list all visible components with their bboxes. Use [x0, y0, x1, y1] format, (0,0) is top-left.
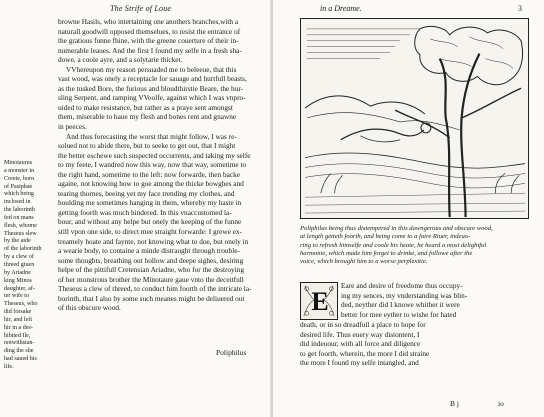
signature-count: io — [498, 399, 504, 408]
text-line: the more I found my selfe intangled, and — [300, 358, 419, 368]
woodcut-caption — [300, 225, 532, 266]
text-line: Theseus a clew of threed, to conduct him foorth of the intricate la- — [58, 284, 252, 294]
caption-line: at length getteth foorth, and being come to a faire Riuer, indeuo- — [300, 233, 471, 241]
text-line: of her monstrous brother the Minotaure gaue vnto the deceitfull — [58, 274, 244, 284]
marginal-line: Minotaurus — [4, 160, 33, 166]
marginal-line: by the aide — [4, 238, 31, 245]
caption-line: harmonie, which made him forget to drinke, and followe after the — [300, 249, 473, 257]
text-line: helpe of the pittifull Cretensian Ariadne, who for the destroying — [58, 265, 245, 275]
marginal-line: of the laborinth — [4, 246, 42, 253]
marginal-line: king Minos — [4, 277, 32, 284]
marginal-line: by a clew of — [4, 254, 34, 261]
right-body-text — [300, 320, 532, 368]
text-line: dowe, a coole ayre, and a solytarie thicket. — [58, 55, 183, 65]
text-line: ded, neyther did I knowe whither it were — [341, 300, 460, 310]
running-head-left: The Strife of Loue — [110, 4, 172, 13]
woodcut-drawing — [301, 19, 528, 218]
text-line: bour, and without any helpe but onely the keeping of the funne — [58, 217, 242, 227]
text-line: solued not to abide there, but to seeke to get out, that I might — [58, 141, 236, 151]
text-line: a wearie body, to containe a minde distraught through trouble- — [58, 246, 240, 256]
text-line: did indeuour, with all force and diligence — [300, 339, 421, 349]
text-line: the better eschewe such suspected occurrents, and taking my selfe — [58, 150, 251, 160]
text-line: browne Hasils, who intertaining one anothers branches,with a — [58, 17, 239, 26]
caption-line: voice, which brought him to a worse perplexitie. — [300, 258, 428, 266]
marginal-line: threed giuen — [4, 261, 35, 268]
marginal-line: a monster in — [4, 167, 35, 174]
text-line: VVhereupon my reason persuaded me to beleeue, that this — [66, 64, 237, 74]
text-line: getting foorth was much hindered. In this vnaccustomed la- — [58, 207, 232, 217]
text-line: the right hand, sometime to the left: now forwarde, then backe — [58, 169, 240, 179]
marginal-line: Theseus slew — [4, 230, 37, 237]
text-line: againe, not knowing how to goe among the thicke bowghes and — [58, 179, 244, 189]
text-line: the gratious funne fhine, with the greene couerture of their in- — [58, 36, 239, 46]
text-line: desired life. Thus euery way distontent, I — [300, 329, 420, 339]
text-line: naturall goodwill opposed themselues, to resist the entrance of — [58, 26, 241, 36]
text-line: Eare and desire of freedome thus occupy- — [341, 281, 463, 290]
marginal-line: inclosed in — [4, 199, 31, 206]
text-line: still vpon one side, to direct mee straight forwarde: I grewe ex- — [58, 227, 242, 237]
caption-line: ring to refresh himselfe and coole his heate, he heard a most delightful — [300, 241, 487, 249]
caption-line: Poliphilus being thus distempered in this dawngerous and obscure wood, — [300, 225, 493, 232]
text-line: borinth, that I also by some such meanes might be deliuered out — [58, 293, 245, 303]
text-line: of this obscure wood. — [58, 303, 121, 313]
page-number: 3 — [518, 4, 522, 13]
marginal-line: the laborinth — [4, 207, 35, 214]
text-line: better for mee eyther to wishe for hated — [341, 309, 457, 319]
text-line: them, miserable to haue my flesh and bones rent and gnawne — [58, 112, 237, 122]
text-line: houlding me sometimes hanging in them, whereby my haste in — [58, 198, 242, 208]
running-head-right: in a Dreame. — [320, 4, 362, 13]
marginal-line: fed on mans — [4, 214, 34, 221]
marginal-line: flesh, whome — [4, 222, 37, 229]
woodcut-illustration — [300, 18, 529, 219]
signature-mark: B j — [450, 399, 459, 408]
text-line: as the tusked Bore, the furious and bloudthirstie Beare, the hur- — [58, 83, 244, 93]
text-line: tearing thornes, beeing yet my face trending my clothes, and — [58, 188, 235, 198]
marginal-line: Creete, born — [4, 175, 35, 182]
marginal-line: ter wife to — [4, 293, 30, 300]
left-body-text — [58, 17, 268, 313]
marginal-line: daughter, af- — [4, 285, 35, 292]
text-line: ing my sences, my vnderstanding was blin- — [341, 290, 468, 300]
marginal-line: hibited Ile, — [4, 332, 31, 339]
right-body-text-beside-cap — [341, 281, 533, 319]
marginal-line: hir in a des- — [4, 324, 33, 331]
marginal-line: ding the she — [4, 348, 34, 355]
marginal-line: notwithstan- — [4, 340, 35, 347]
marginal-line: which being — [4, 191, 34, 198]
text-line: And thus forecasting the worst that might follow, I was re- — [66, 131, 237, 141]
marginal-line: life. — [4, 363, 14, 370]
text-line: in peeces. — [58, 122, 87, 132]
text-line: treamely hoate and faynte, not knowing what to doe, but onely in — [58, 236, 249, 246]
text-line: death, or in so dreadfull a place to hope for — [300, 320, 426, 329]
text-line: to my feete, I wandred now this way, now that way, sometime to — [58, 160, 247, 170]
drop-cap-letter: E — [311, 287, 329, 316]
marginal-line: hir, and left — [4, 316, 33, 323]
text-line: sling Serpent, and ramping VVoolfe, against which I was vnpro- — [58, 93, 246, 103]
text-line: numerable leaues. And the first I found my selfe in a fresh sha- — [58, 45, 242, 55]
marginal-line: did forsake — [4, 309, 32, 316]
marginal-line: Theseus, who — [4, 301, 38, 308]
marginal-line: had saued his — [4, 356, 37, 363]
marginal-note — [4, 160, 58, 372]
text-line: uided to make resistance, but rather as a praye sent amongst — [58, 102, 233, 112]
text-line: some thoughts, breathing out hollow and deepe sighes, desiring — [58, 255, 244, 265]
marginal-line: of Pasiphae — [4, 183, 33, 190]
marginal-line: by Ariadne — [4, 269, 31, 276]
catchword: Poliphilus — [216, 348, 247, 357]
drop-cap — [300, 282, 338, 320]
text-line: vast wood, was onely a receptacle for sauage and hurtfull beasts, — [58, 74, 247, 84]
text-line: to get foorth, wherein, the more I did straine — [300, 348, 430, 358]
